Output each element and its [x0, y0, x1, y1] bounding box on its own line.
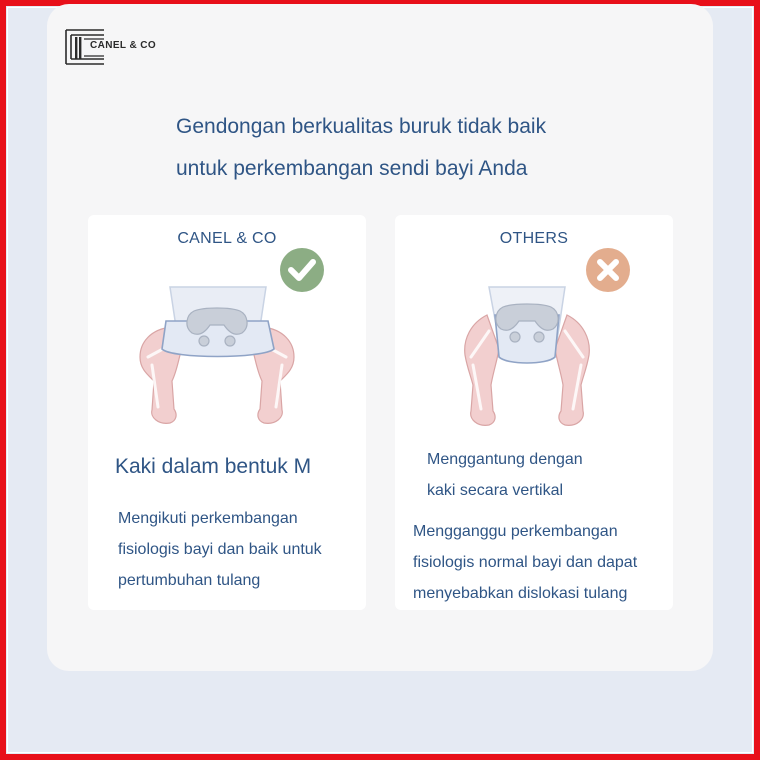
- card-subhead: [427, 444, 583, 506]
- subhead-line-2: kaki secara vertikal: [427, 482, 564, 499]
- card-description: [118, 503, 358, 596]
- description-line-3: pertumbuhan tulang: [118, 572, 261, 589]
- subhead-line-1: Menggantung dengan: [427, 451, 583, 468]
- headline-line-2: untuk perkembangan sendi bayi Anda: [176, 157, 528, 180]
- description-line-1: Mengikuti perkembangan: [118, 510, 298, 527]
- card-subhead: Kaki dalam bentuk M: [115, 455, 312, 478]
- description-line-3: menyebabkan dislokasi tulang: [413, 585, 628, 602]
- brand-name: CANEL & CO: [90, 40, 157, 51]
- card-title: CANEL & CO: [177, 230, 277, 247]
- comparison-card-canel: [88, 215, 366, 610]
- card-description: [413, 516, 671, 609]
- m-shape-legs-illustration: [132, 285, 302, 430]
- hanging-legs-illustration: [457, 285, 627, 430]
- card-title: OTHERS: [499, 230, 569, 247]
- headline-line-1: Gendongan berkualitas buruk tidak baik: [176, 115, 547, 138]
- description-line-2: fisiologis bayi dan baik untuk: [118, 541, 322, 558]
- description-line-1: Mengganggu perkembangan: [413, 523, 618, 540]
- comparison-card-others: [395, 215, 673, 610]
- description-line-2: fisiologis normal bayi dan dapat: [413, 554, 638, 571]
